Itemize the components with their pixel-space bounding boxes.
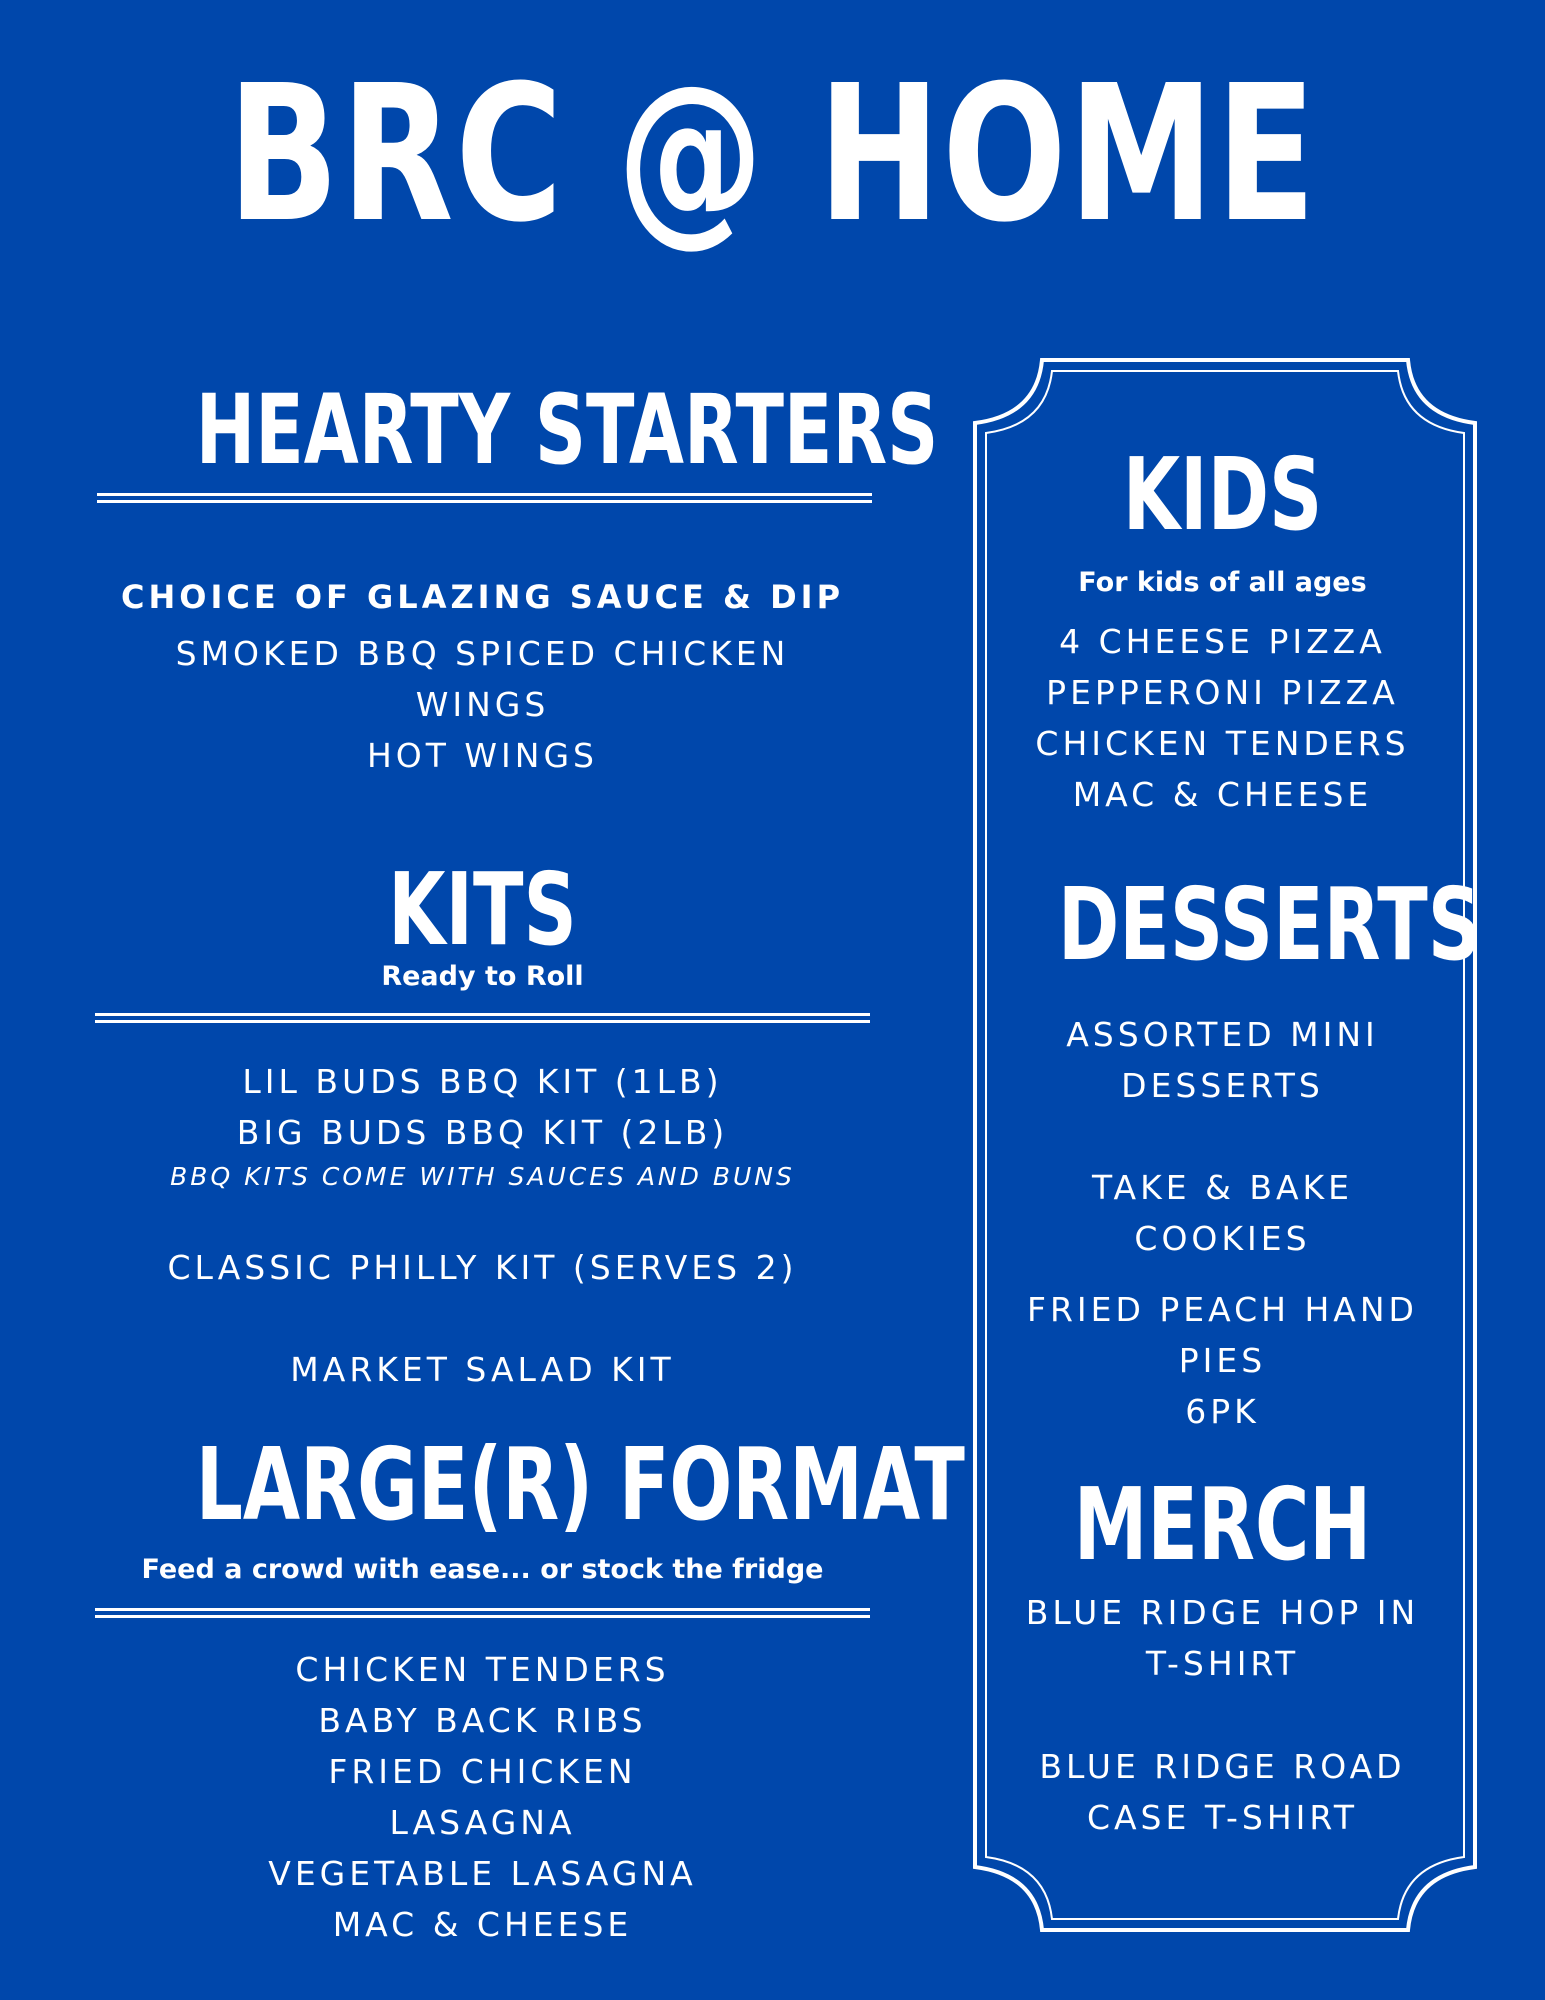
kids-subheading: For kids of all ages — [1078, 567, 1367, 598]
menu-item: BIG BUDS BBQ KIT (2LB) — [236, 1113, 729, 1152]
menu-item: LIL BUDS BBQ KIT (1LB) — [242, 1062, 723, 1101]
menu-item: CHICKEN TENDERS — [1035, 724, 1410, 763]
kits-heading: KITS — [388, 851, 577, 968]
hearty-starters-divider — [97, 493, 872, 503]
menu-item: BLUE RIDGE HOP IN — [1025, 1593, 1420, 1632]
menu-item: FRIED CHICKEN — [328, 1752, 637, 1791]
menu-item: T-SHIRT — [1145, 1644, 1300, 1683]
menu-item: 6PK — [1185, 1392, 1260, 1431]
menu-item: HOT WINGS — [366, 736, 598, 775]
menu-item: MAC & CHEESE — [1072, 775, 1373, 814]
menu-item: VEGETABLE LASAGNA — [268, 1854, 697, 1893]
kits-subheading: Ready to Roll — [381, 961, 584, 992]
menu-item: MARKET SALAD KIT — [290, 1350, 675, 1389]
menu-item: LASAGNA — [389, 1803, 576, 1842]
menu-item: FRIED PEACH HAND — [1027, 1290, 1418, 1329]
menu-item: PEPPERONI PIZZA — [1046, 673, 1399, 712]
kits-note: BBQ KITS COME WITH SAUCES AND BUNS — [170, 1162, 795, 1191]
menu-item: CLASSIC PHILLY KIT (SERVES 2) — [167, 1248, 798, 1287]
desserts-heading: DESSERTS — [1057, 866, 1482, 983]
larger-format-heading: LARGE(R) FORMAT — [195, 1426, 965, 1543]
menu-item: CHICKEN TENDERS — [295, 1650, 670, 1689]
menu-item: BABY BACK RIBS — [318, 1701, 647, 1740]
kids-heading: KIDS — [1122, 436, 1323, 553]
menu-item: CASE T-SHIRT — [1086, 1798, 1359, 1837]
page-title: BRC @ HOME — [227, 45, 1318, 264]
menu-item: ASSORTED MINI — [1066, 1015, 1379, 1054]
menu-item: WINGS — [415, 685, 550, 724]
larger-format-subheading: Feed a crowd with ease... or stock the fridge — [141, 1554, 824, 1585]
hearty-starters-note: CHOICE OF GLAZING SAUCE & DIP — [120, 578, 845, 616]
hearty-starters-heading: HEARTY STARTERS — [195, 374, 939, 486]
menu-item: MAC & CHEESE — [332, 1905, 633, 1944]
menu-item: COOKIES — [1134, 1219, 1311, 1258]
menu-item: DESSERTS — [1121, 1066, 1324, 1105]
menu-item: PIES — [1178, 1341, 1267, 1380]
menu-item: TAKE & BAKE — [1091, 1168, 1354, 1207]
menu-item: SMOKED BBQ SPICED CHICKEN — [175, 634, 790, 673]
menu-item: 4 CHEESE PIZZA — [1059, 622, 1386, 661]
merch-heading: MERCH — [1073, 1466, 1372, 1583]
kits-divider — [95, 1013, 870, 1023]
larger-format-divider — [95, 1608, 870, 1618]
menu-item: BLUE RIDGE ROAD — [1039, 1747, 1406, 1786]
